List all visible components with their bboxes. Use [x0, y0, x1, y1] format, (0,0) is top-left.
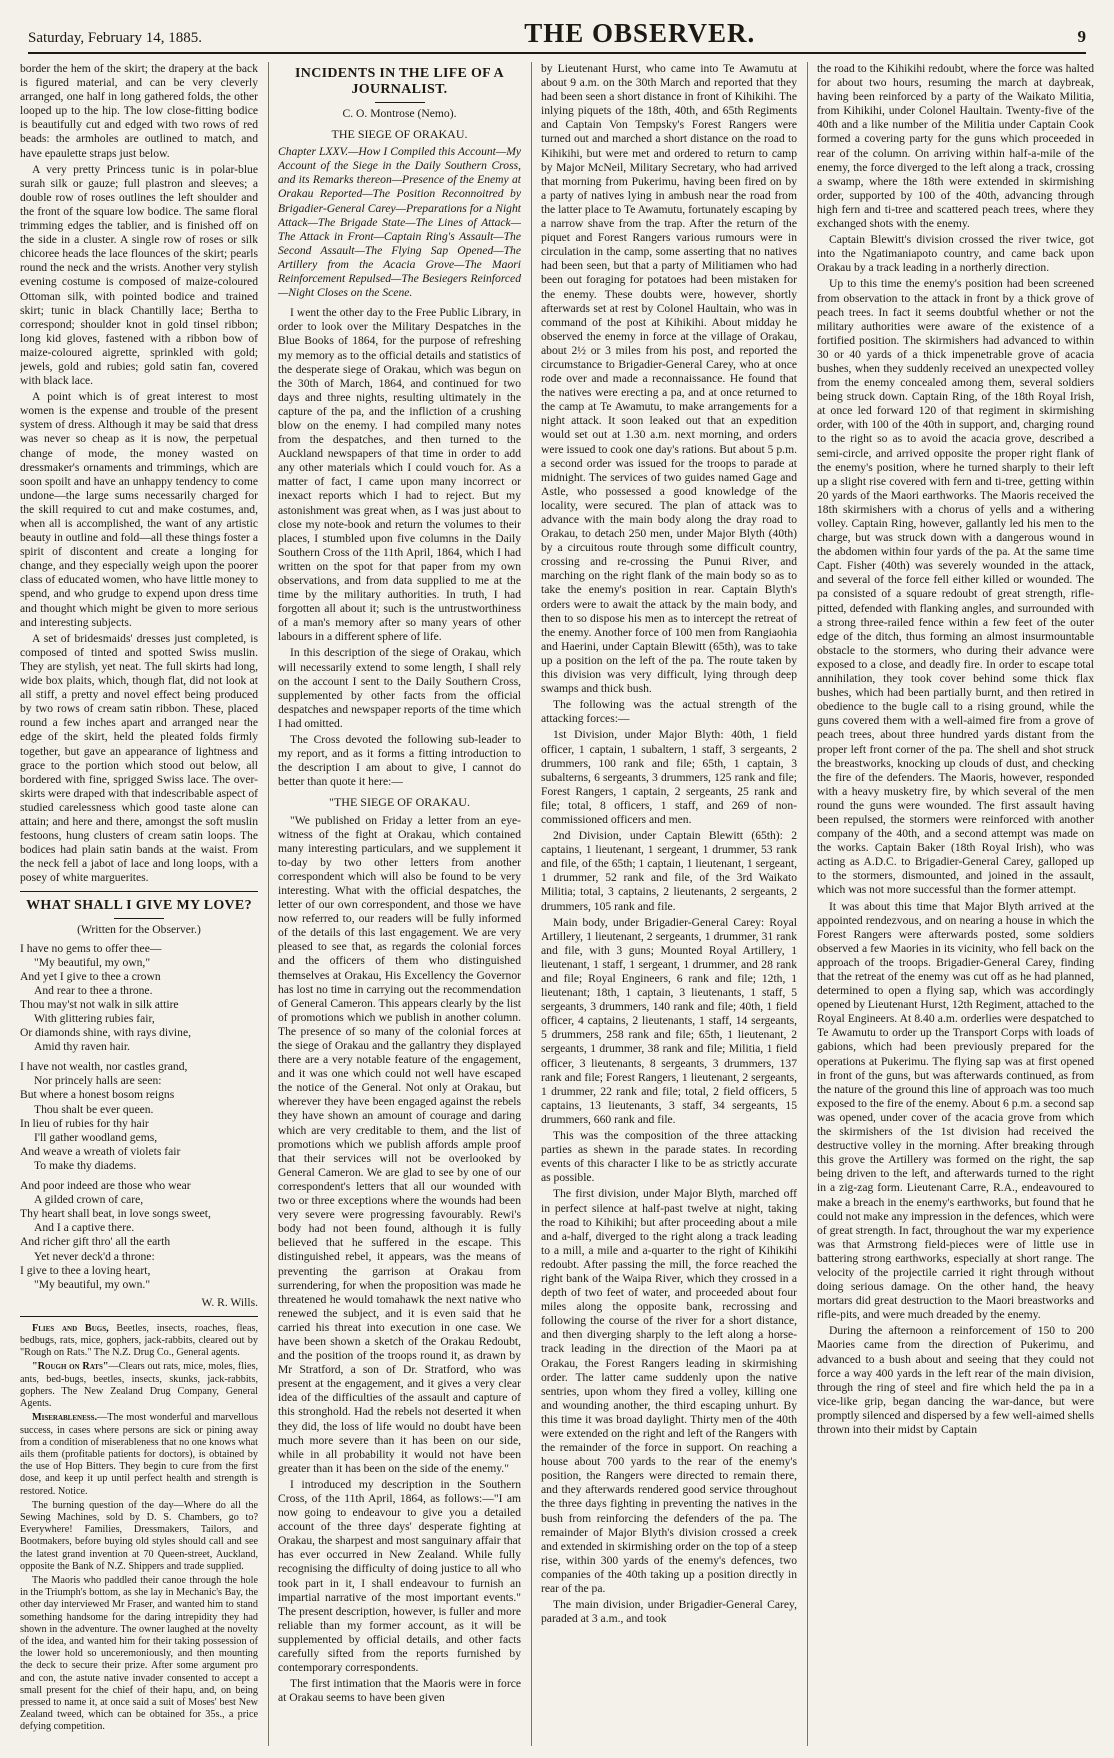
article-paragraph: 2nd Division, under Captain Blewitt (65th): 2 captains, 1 lieutenant, 1 sergeant, 1 drummer, 53 rank and file, of the 65th; 1 captain, 1 lieutenant, 1 sergeant, 1 drummer, 52 rank and file, of the 3rd Waikato Militia; total, 3 captains, 2 lieutenants, 2 sergeants, 2 drummers, 105 rank and file. — [541, 829, 797, 913]
article-paragraph: Main body, under Brigadier-General Carey: Royal Artillery, 1 lieutenant, 2 sergeants, 1 drummer, 31 rank and file, with 3 guns; Mounted Royal Artillery, 1 lieutenant, 1 staff, 1 sergeant, 1 drummer, and 28 rank and file; Royal Engineers, 6 rank and file; 12th, 1 lieutenant; 18th, 1 captain, 3 lieutenants, 1 staff, 5 sergeants, 3 drummers, 140 rank and file; 40th, 1 field officer, 4 captains, 2 lieutenants, 1 staff, 14 sergeants, 5 drummers, 258 rank and file; 65th, 1 lieutenant, 2 sergeants, 1 drummer, 38 rank and file; Militia, 1 field officer, 3 lieutenants, 8 sergeants, 3 drummers, 137 rank and file; Forest Rangers, 1 lieutenant, 2 sergeants, 1 drummer, 22 rank and file; total, 2 field officers, 5 captains, 13 lieutenants, 3 staff, 34 sergeants, 15 drummers, 660 rank and file. — [541, 915, 797, 1126]
page-header — [28, 18, 1086, 54]
poem-line: But where a honest bosom reigns — [20, 1088, 175, 1102]
poem-line: "My beautiful, my own," — [34, 955, 151, 969]
poem-signature: W. R. Wills. — [201, 1295, 258, 1309]
title-rule — [114, 918, 164, 919]
title-rule — [375, 102, 425, 103]
article-paragraph: I introduced my description in the Southern Cross, of the 11th April, 1864, as follows:—"I am now going to endeavour to give you a detailed account of the three days' desperate fighting at Orakau, the sharpest and most sanguinary affair that has ever occurred in New Zealand. While fully recognising the difficulty of doing justice to all who took part in it, I shall endeavour to furnish an impartial narrative of the most important events." The present description, however, is fuller and more reliable than my former account, as it will be supplemented by official details, and other facts carefully sifted from the reports furnished by contemporary correspondents. — [278, 1477, 521, 1675]
article-paragraph: "We published on Friday a letter from an eye-witness of the fight at Orakau, which contained many interesting particulars, and we supplement it to-day by two other letters from another correspondent which will also be found to be very interesting. What with the official despatches, the letter of our own correspondent, and those we have now referred to, our readers will be fully informed of the details of this last engagement. We are very pleased to see that, as regards the colonial forces and the officers of them who distinguished themselves at Orakau, His Excellency the Governor has lost no time in carrying out the recommendation of General Cameron. This appears clearly by the list of promotions which we publish in another column. The presence of so many of the colonial forces at the siege of Orakau and the gallantry they displayed there are a very notable feature of the engagement, and it was one which could not well have escaped the notice of the General. Not only at Orakau, but wherever they have been engaged against the rebels they have shown an amount of courage and daring which are very creditable to them, and the list of promotions which we publish affords ample proof that their services will not be overlooked by General Cameron. We are glad to see by one of our correspondent's letters that all our wounded with two or three exceptions where the wounds had been very severe were progressing favourably. Rewi's body had not been found, although it is fully believed that he suffered in the escape. This distinguished rebel, it appears, was the means of preventing the garrison at Orakau from surrendering, for when the proposition was made he threatened he would tomahawk the next native who renewed the subject, and it is even said that he carried his threat into execution in one case. We have been shown a sketch of the Orakau Redoubt, and the position of the troops round it, as drawn by Mr Stratford, a son of Dr. Stratford, who was present at the engagement, and it gives a very clear idea of the difficulties of the assault and capture of this stronghold. Had the rebels not deserted it when they did, the loss of life would no doubt have been much more severe than it has been on our side, while in all probability it would not have been greater than it has been on the side of the enemy." — [278, 813, 521, 1475]
ad-text: The burning question of the day—Where do all the Sewing Machines, sold by D. S. Chambers, go to? Everywhere! Families, Dressmakers, Tailors, and Bootmakers, before buying old styles should call and see the latest grand invention at 70 Queen-street, Auckland, opposite the Bank of N.Z. Shippers and trade supplied. — [20, 1499, 258, 1572]
poem-line: Thou shalt be ever queen. — [34, 1102, 154, 1116]
poem-line: And richer gift thro' all the earth — [20, 1235, 171, 1249]
advertisement — [20, 1575, 258, 1734]
ad-lead: Flies and Bugs, — [32, 1322, 109, 1334]
fashion-paragraph: A set of bridesmaids' dresses just completed, is composed of tinted and spotted Swiss muslin. They are stylish, yet neat. The full skirts had long, wide box plaits, which, though flat, did not look at all stiff, a pretty and novel effect being produced by two rows of cream satin ribbon. These, placed round a few inches apart and arranged near the edge of the skirt, held the pleated folds firmly together, but gave an appearance of lightness and grace to the portion which stood out below, all bordered with fine, sprigged Swiss lace. The over-skirts were draped with that indescribable aspect of studied carelessness which good taste alone can attain; and here and there, amongst the soft muslin festoons, hung clusters of cream satin loops. The bodices had plain satin bands at the waist. From the neck fell a jabot of lace and long loops, with a posey of white marguerites. — [20, 631, 258, 885]
article-paragraph: I went the other day to the Free Public Library, in order to look over the Military Despatches in the Blue Books of 1864, for the purpose of refreshing my memory as to the official details and statistics of the desperate siege of Orakau, which was begun on the 30th of March, 1864, and continued for two days and three nights, resulting ultimately in the capture of the pa, and the infliction of a crushing blow on the enemy. I had compiled many notes from the despatches, and then turned to the Auckland newspapers of that time in order to add any other materials which I could vouch for. As a matter of fact, I came upon many incorrect or inexact reports which I had to reject. But my astonishment was great when, as I was just about to close my note-book and return the volumes to their places, I stumbled upon five columns in the Daily Southern Cross of the 11th April, 1864, which I had written on the spot for that paper from my own observations, and from data supplied to me at the time by the military authorities. In truth, I had forgotten all about it; such is the untrustworthiness of a man's memory after so many years of other labours in a different sphere of life. — [278, 306, 521, 644]
column-rule — [268, 62, 269, 1746]
ad-text: Beetles, insects, roaches, fleas, bedbugs, rats, mice, gophers, jack-rabbits, cleared out by "Rough on Rats." The N.Z. Drug Co., General agents. — [20, 1322, 258, 1359]
article-paragraph: Up to this time the enemy's position had been screened from observation to the attack in front by a thick grove of peach trees. In fact it seems doubtful whether or not the military authorities were aware of the existence of a fortified position. The skirmishers had advanced to within 30 or 40 yards of a thick impenetrable grove of acacia bushes, when they suddenly received an unexpected volley from the enemy concealed among them, several soldiers being struck down. Captain Ring, of the 18th Royal Irish, at once led forward 120 of that regiment in skirmishing order, with 100 of the 40th in support, and, charging round to the right so as to avoid the acacia grove, described a semi-circle, and arrived opposite the proper right flank of the enemy's position, where he turned sharply to their left up a slight rise covered with fern and ti-tree, getting within 20 yards of the Maori earthworks. The Maoris received the 18th skirmishers with a chorus of yells and a withering volley. Captain Ring, however, gallantly led his men to the charge, but was struck down with a dangerous wound in the abdomen within four yards of the pa. At the same time Capt. Fisher (40th) was severely wounded in the attack, and several of the force fell either killed or wounded. The pa consisted of a square redoubt of great strength, rifle-pitted, defended with flanking angles, and surrounded with a strong three-railed fence within a few feet of the outer edge of the ditch, thus forming an almost insurmountable obstacle to the stormers, who during their advance were exposed to a close, and deadly fire. In order to escape total annihilation, they took cover behind some thick flax bushes, which had been partially burnt, and then retired in obedience to the bugle call to a rising ground, while the guns covered them with a well-aimed fire from a grove of peach trees, about three hundred yards distant from the proper left front corner of the pa. The shell and shot struck the breastworks, knocking up clouds of dust, and checking the fire of the defenders. The Maoris, however, responded with a heavy musketry fire, by which several of the men round the guns were wounded. The first assault having been repulsed, the stormers were reinforced with another company of the 40th, and a second attempt was made on the works. Captain Baker (18th Royal Irish), who was acting as A.D.C. to Brigadier-General Carey, galloped up to the stormers, dismounted, and joined in the assault, which was not more successful than the former attempt. — [817, 277, 1094, 897]
section-divider — [20, 1316, 258, 1317]
poem-line: Yet never deck'd a throne: — [34, 1249, 155, 1263]
poem-line: And poor indeed are those who wear — [20, 1179, 191, 1193]
poem-line: Thou may'st not walk in silk attire — [20, 997, 179, 1011]
masthead-title: THE OBSERVER. — [524, 18, 756, 48]
issue-date: Saturday, February 14, 1885. — [28, 30, 202, 46]
article-paragraph: The first intimation that the Maoris were in force at Orakau seems to have been given — [278, 1677, 521, 1705]
article-byline: C. O. Montrose (Nemo). — [342, 107, 457, 120]
chapter-synopsis: Chapter LXXV.—How I Compiled this Account—My Account of the Siege in the Daily Southern Cross, and its Remarks thereon—Presence of the Enemy at Orakau Reported—The Position Reconnoitred by Brigadier-General Carey—Preparations for a Night Attack—The Brigade State—The Lines of Attack—The Attack in Front—Captain Ring's Assault—The Second Assault—The Flying Sap Opened—The Artillery from the Acacia Grove—The Maori Reinforcement Repulsed—The Besiegers Reinforced—Night Closes on the Scene. — [278, 145, 521, 300]
ad-text: —The most wonderful and marvellous success, in cases where persons are sick or pining away from a condition of miserableness that no one knows what ails them (profitable patients for doctors), is obtained by the use of Hop Bitters. They begin to cure from the first dose, and keep it up until perfect health and strength is restored. Notice. — [20, 1412, 258, 1497]
column-rule — [807, 62, 808, 1746]
article-paragraph: 1st Division, under Major Blyth: 40th, 1 field officer, 1 captain, 1 subaltern, 1 staff, 3 sergeants, 2 drummers, 100 rank and file; 65th, 1 captain, 3 subalterns, 6 sergeants, 3 drummers, 125 rank and file; Forest Rangers, 1 captain, 2 sergeants, 25 rank and file; total, 8 officers, 1 staff, and 269 of non-commissioned officers and men. — [541, 728, 797, 826]
ad-lead: Miserableness. — [32, 1412, 98, 1424]
poem-line: In lieu of rubies for thy hair — [20, 1116, 149, 1130]
poem-line: Or diamonds shine, with rays divine, — [20, 1026, 191, 1040]
poem-title: WHAT SHALL I GIVE MY LOVE? — [26, 898, 252, 914]
poem-line: Amid thy raven hair. — [34, 1040, 130, 1054]
column-1 — [20, 62, 258, 1746]
article-paragraph: The first division, under Major Blyth, marched off in perfect silence at half-past twelve at night, taking the road to Kihikihi; but after proceeding about a mile and a-half, diverged to the right along a track leading to a mill, a mile and a-quarter to the right of Kihikihi redoubt. After passing the mill, the force reached the right bank of the Waipa River, which they crossed in a depth of two feet of water, and proceeded about four miles along the opposite bank, recrossing and following the course of the river for a short distance, and then diverging sharply to the left along a horse-track leading in the direction of the Maori pa at Orakau, the Forest Rangers leading in skirmishing order. The latter came suddenly upon the native sentries, upon whom they fired a volley, killing one and wounding another, the third escaping unhurt. By this time it was broad daylight. Thirty men of the 40th were extended on the right and left of the Rangers with the remainder of the force in support. On reaching a house about 700 yards to the rear of the enemy's position, the Rangers were directed to remain there, and they afterwards rendered good service throughout the three days fighting in preventing the natives in the bush from reinforcing the defenders of the pa. The remainder of Major Blyth's division crossed a creek and extended in skirmishing order on the top of a steep rise, within 300 yards of the enemy's defences, two companies of the 40th taking up a position directly in rear of the pa. — [541, 1187, 797, 1596]
article-paragraph: the road to the Kihikihi redoubt, where the force was halted for about two hours, resuming the march at daybreak, having been reinforced by a party of the Waikato Militia, from Kihikihi, under Colonel Haultain. Twenty-five of the 40th and a like number of the Militia under Captain Cook formed a covering party for the guns which proceeded in rear of the column. On arriving within half-a-mile of the enemy, the force diverged to the left along a track, crossing a swamp, where the 18th were extended in skirmishing order, supported by 100 of the 40th, advancing through high fern and ti-tree and scattered peach trees, where they exchanged shots with the enemy. — [817, 62, 1094, 231]
poem-line: And rear to thee a throne. — [34, 983, 153, 997]
columns — [20, 62, 1094, 1746]
poem-line: I have no gems to offer thee— — [20, 941, 162, 955]
ad-lead: "Rough on Rats" — [32, 1361, 109, 1373]
article-paragraph: This was the composition of the three attacking parties as shewn in the parade states. In recording events of this character I like to be as strictly accurate as possible. — [541, 1129, 797, 1185]
poem-line: With glittering rubies fair, — [34, 1012, 155, 1025]
column-3 — [541, 62, 797, 1746]
advertisement — [20, 1323, 258, 1360]
article-paragraph: It was about this time that Major Blyth arrived at the appointed rendezvous, and on nearing a house in which the Forest Rangers were afterwards posted, some soldiers observed a few Maories in its vicinity, who fell back on the approach of the troops. Brigadier-General Carey, finding that the retreat of the enemy was cut off as he had planned, determined to open a flying sap, which was accordingly opened by Lieutenant Hurst, 12th Regiment, attached to the Royal Engineers. At 8.40 a.m. orderlies were despatched to Te Awamutu to order up the Transport Corps with loads of gabions, which had been previously prepared for the operations at Pukerimu. The flying sap was at first opened in front of the guns, but was afterwards continued, as from the nature of the ground this line of approach was too much exposed to the fire of the enemy. About 6 p.m. a second sap was opened, under cover of the acacia grove from which the skirmishers of the 1st division had received the destructive volley in the morning. After breaking through this grove the Artillery was formed on the right, the sap being driven to the left, and afterwards turned to the right in a zig-zag form. Lieutenant Carre, R.A., endeavoured to make a breach in the enemy's earthworks, but found that he could not make any impression in the defences, which were of great strength. In fact, throughout the war my experience was that Armstrong field-pieces were of little use in battering strong earthworks, especially at short range. The velocity of the projectile carried it right through without doing serious damage. On the other hand, the heavy mortars did great destruction to the Maori breastworks and rifle-pits, and were much dreaded by the enemy. — [817, 899, 1094, 1322]
advertisement — [20, 1500, 258, 1573]
ad-text: —Clears out rats, mice, moles, flies, ants, bed-bugs, beetles, insects, skunks, jack-rabbits, gophers. The New Zealand Drug Company, General Agents. — [20, 1361, 258, 1410]
advertisement — [20, 1412, 258, 1497]
page-number: 9 — [1077, 27, 1086, 46]
poem-line: I'll gather woodland gems, — [34, 1130, 158, 1144]
column-2 — [278, 62, 521, 1746]
quote-title: "THE SIEGE OF ORAKAU. — [329, 795, 470, 810]
poem-line: "My beautiful, my own." — [34, 1277, 151, 1291]
poem-line: Thy heart shall beat, in love songs sweet, — [20, 1207, 211, 1221]
article-paragraph: by Lieutenant Hurst, who came into Te Awamutu at about 9 a.m. on the 30th March and reported that they had been seen a short distance in front of Kihikihi. The inlying piquets of the 18th, 40th, and 65th Regiments and Captain Von Tempsky's Forest Rangers were turned out and marched a short distance on the road to Kihikihi, but were met and ordered to return to camp by Major McNeil, Military Secretary, who had arrived that morning from Pukerimu, having been fired on by a party of natives lying in ambush near the road from the latter place to Te Awamutu, fortunately escaping by a narrow shave from the trap. After the return of the piquet and Forest Rangers various rumours were in circulation in the camp, some asserting that no natives had been seen, but that a party of Militiamen who had been out foraging for potatoes had been mistaken for the enemy. These doubts were, however, shortly afterwards set at rest by Colonel Haultain, who was in command of the post at Kihikihi. About midday he observed the enemy in force at the village of Orakau, about 2½ or 3 miles from his post, and reported the circumstance to Brigadier-General Carey, who at once rode over and made a reconnaissance. He found that the natives were erecting a pa, and at once returned to the camp at Te Awamutu, to make arrangements for a night attack. It soon leaked out that an expedition would set out at 1.30 a.m. next morning, and orders were issued to cook one day's rations. But about 5 p.m. a second order was issued for the troops to parade at midnight. The services of two guides named Gage and Astle, who possessed a good knowledge of the locality, were secured. The plan of attack was to advance with the main body along the dray road to Orakau, to detach 250 men, under Major Blyth (40th) by a circuitous route through some difficult country, crossing and re-crossing the Punui River, and marching on the right flank of the main body so as to take the enemy's position in rear. Captain Blyth's orders were to await the attack by the main body, and then to so dispose his men as to intercept the retreat of the enemy. Another force of 100 men from Rangiaohia and Haerini, under Captain Blewitt (65th), was to take up a position on the left of the pa. The route taken by this division was very difficult, lying through deep swamps and thick bush. — [541, 62, 797, 696]
article-title: INCIDENTS IN THE LIFE OF A JOURNALIST. — [295, 66, 504, 97]
poem-line: Nor princely halls are seen: — [34, 1074, 162, 1088]
fashion-paragraph: A very pretty Princess tunic is in polar-blue surah silk or gauze; full plastron and sleeves; a double row of roses outlines the left shoulder and the front of the square low bodice. The same floral trimming edges the tablier, and is finished off on the side in a cluster. A single row of roses or silk chicoree heads the lace flounces of the skirt; pearls round the neck and the wrists. Another very stylish evening costume is composed of maize-coloured Ottoman silk, with pointed bodice and trained skirt; tunic in black Chantilly lace; Bertha to correspond; shoulder knot in gold tinsel ribbon; long kid gloves, fastened with a ribbon bow of maize-coloured aigrette, sprinkled with gold; jewels, gold and rubies; gold satin fan, covered with black lace. — [20, 162, 258, 388]
poem-line: To make thy diadems. — [34, 1158, 137, 1172]
column-4 — [817, 62, 1094, 1746]
poem-line: A gilded crown of care, — [34, 1193, 144, 1207]
article-paragraph: Captain Blewitt's division crossed the river twice, got into the Ngatimaniapoto country, and came back upon Orakau by a track leading in a northerly direction. — [817, 233, 1094, 275]
article-subtitle: THE SIEGE OF ORAKAU. — [331, 127, 468, 142]
poem-line: And I a captive there. — [34, 1221, 135, 1235]
ad-text: The Maoris who paddled their canoe through the hole in the Triumph's bottom, as she lay in Mechanic's Bay, the other day interviewed Mr Fraser, and wanted him to stand something handsome for the daring intrepidity they had shown in the adventure. The owner laughed at the novelty of the idea, and wanted him for their taking possession of the lower hold so unceremoniously, and then mounting the deck to secure their prize. After some argument pro and con, the astute native invader consented to accept a small present for the chief of their hapu, and, on being pressed to name it, at once said a suit of Moses' best New Zealand tweed, which can be obtained for 35s., a price defying competition. — [20, 1574, 258, 1733]
article-paragraph: The Cross devoted the following sub-leader to my report, and as it forms a fitting introduction to the description I am about to give, I cannot do better than quote it here:— — [278, 733, 521, 789]
poem-subtitle: (Written for the Observer.) — [77, 923, 201, 937]
poem-line: And yet I give to thee a crown — [20, 969, 161, 983]
fashion-paragraph: A point which is of great interest to most women is the expense and trouble of the present system of dress. Although it may be said that dress was never so cheap as it is now, the perpetual change of mode, the money wasted on dressmaker's ornaments and trimmings, which are soon spoilt and have an unhappy tendency to come undone—the large sums necessarily charged for the skill required to cut and make costumes, and, when all is accomplished, the want of any artistic beauty in outline and fold—all these things foster a spirit of discontent and create a longing for change, and they especially weigh upon the poorer class of educated women, who have little money to spend, and who grudge to expend upon dress time and thought which might be given to more serious and interesting subjects. — [20, 390, 258, 629]
section-divider — [20, 891, 258, 892]
article-paragraph: In this description of the siege of Orakau, which will necessarily extend to some length, I shall rely on the account I sent to the Daily Southern Cross, supplemented by other facts from the official despatches and newspaper reports of the time which I had omitted. — [278, 646, 521, 730]
poem-line: I have not wealth, nor castles grand, — [20, 1060, 188, 1074]
poem-body — [20, 942, 258, 1292]
advertisement — [20, 1361, 258, 1410]
fashion-paragraph: border the hem of the skirt; the drapery at the back is figured material, and can be very cleverly arranged, one half in long gathered folds, the other looped up to the hip. The low close-fitting bodice is beautifully cut and edged with two rows of red beads: the armholes are outlined to match, and have epaulette straps just below. — [20, 62, 258, 160]
poem-line: I give to thee a loving heart, — [20, 1263, 151, 1277]
article-paragraph: During the afternoon a reinforcement of 150 to 200 Maories came from the direction of Pukerimu, and advanced to a bush about and seeing that they could not force a way 400 yards in the left rear of the main division, through the ring of steel and fire which held the pa in a vice-like grip, began dancing the war-dance, but were promptly silenced and dispersed by a few well-aimed shells thrown into their midst by Captain — [817, 1324, 1094, 1436]
article-paragraph: The main division, under Brigadier-General Carey, paraded at 3 a.m., and took — [541, 1598, 797, 1626]
article-paragraph: The following was the actual strength of the attacking forces:— — [541, 698, 797, 726]
poem-line: And weave a wreath of violets fair — [20, 1144, 181, 1158]
column-rule — [531, 62, 532, 1746]
